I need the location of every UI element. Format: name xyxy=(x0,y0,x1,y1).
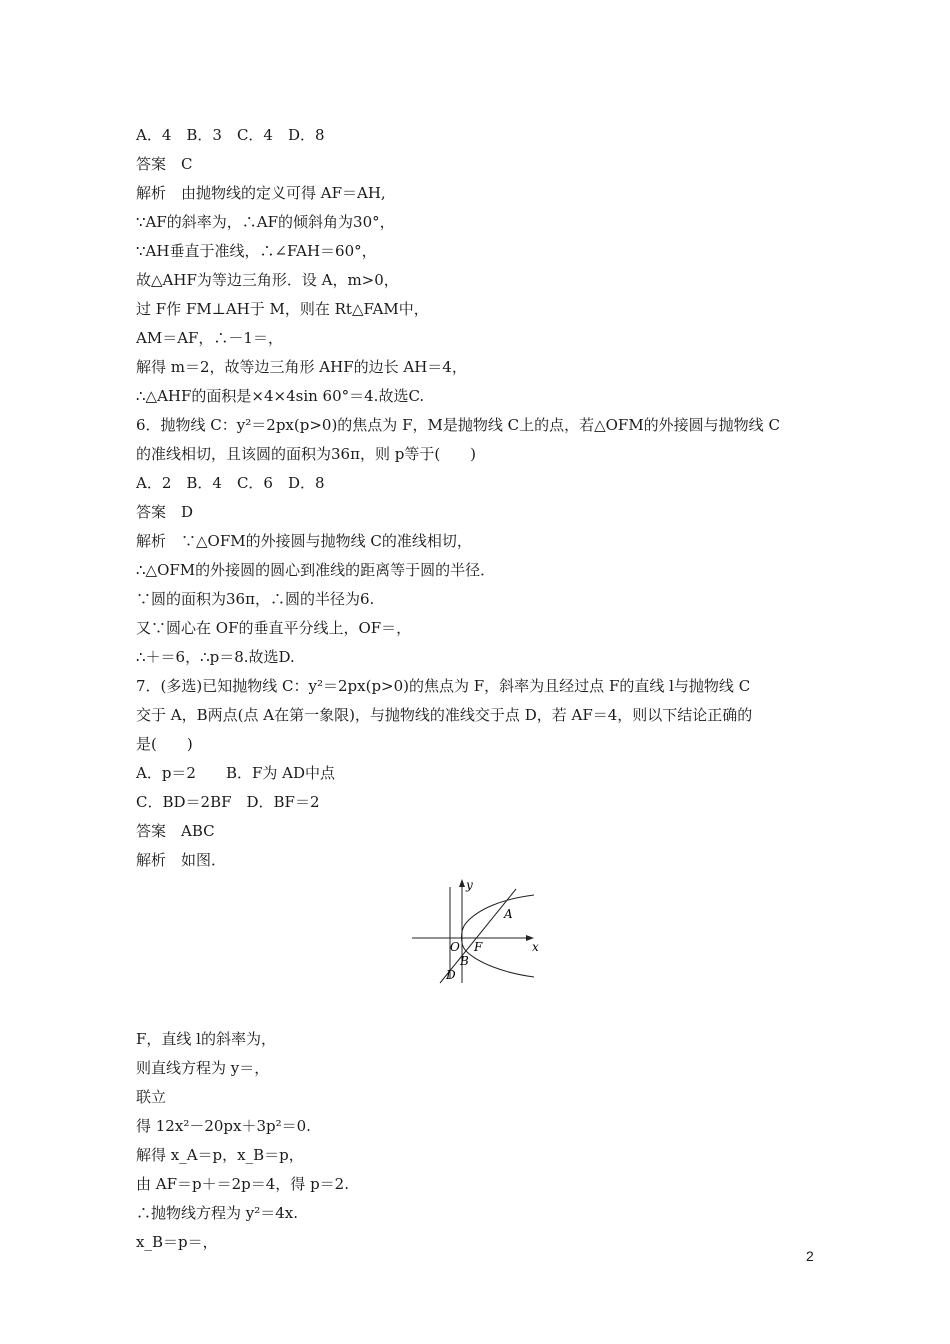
text-line: ∵圆的面积为36π，∴圆的半径为6. xyxy=(136,590,375,608)
label-d: D xyxy=(446,968,456,982)
text-line: ∴＋＝6，∴p＝8.故选D. xyxy=(136,648,295,666)
page-number: 2 xyxy=(806,1248,814,1264)
text-line: A．2 B．4 C．6 D．8 xyxy=(136,474,325,492)
document-content xyxy=(136,121,826,1257)
text-line: 解析 如图． xyxy=(136,851,227,869)
text-block-bottom xyxy=(136,1025,826,1257)
label-x: x xyxy=(532,940,539,954)
text-line: 解得 m＝2，故等边三角形 AHF的边长 AH＝4， xyxy=(136,358,467,376)
text-line: 的准线相切，且该圆的面积为36π，则 p等于( ) xyxy=(136,445,477,463)
text-line: 是( ) xyxy=(136,735,193,753)
text-line: 则直线方程为 y＝， xyxy=(136,1059,270,1077)
text-line: 联立 xyxy=(136,1088,167,1106)
text-line: 交于 A，B两点(点 A在第一象限)，与抛物线的准线交于点 D，若 AF＝4，则以下结论正确的 xyxy=(136,706,753,724)
text-line: ∴△AHF的面积是×4×4sin 60°＝4.故选C. xyxy=(136,387,425,405)
parabola-curve xyxy=(462,895,535,977)
text-line: 由 AF＝p＋＝2p＝4，得 p＝2. xyxy=(136,1175,349,1193)
text-line: 解析 由抛物线的定义可得 AF＝AH, xyxy=(136,184,386,202)
text-line: 答案 ABC xyxy=(136,822,215,840)
text-line: AM＝AF，∴－1＝， xyxy=(136,329,283,347)
text-line: 答案 D xyxy=(136,503,194,521)
text-line: 故△AHF为等边三角形．设 A，m>0， xyxy=(136,271,399,289)
label-o: O xyxy=(450,940,460,954)
text-line: x_B＝p＝， xyxy=(136,1233,218,1251)
text-line: 得 12x²－20px＋3p²＝0. xyxy=(136,1117,311,1135)
parabola-figure xyxy=(136,875,826,1025)
text-line: 6．抛物线 C：y²＝2px(p>0)的焦点为 F，M是抛物线 C上的点，若△OFM的外接圆与抛物线 C xyxy=(136,416,780,434)
y-axis-arrow xyxy=(459,879,465,887)
label-a: A xyxy=(504,907,513,921)
text-line: F，直线 l的斜率为， xyxy=(136,1030,276,1048)
text-line: C．BD＝2BF D．BF＝2 xyxy=(136,793,320,811)
text-line: 答案 C xyxy=(136,155,193,173)
text-line: 过 F作 FM⊥AH于 M，则在 Rt△FAM中， xyxy=(136,300,429,318)
text-line: ∵AH垂直于准线，∴∠FAH＝60°， xyxy=(136,242,377,260)
text-line: ∵AF的斜率为，∴AF的倾斜角为30°， xyxy=(136,213,395,231)
label-f: F xyxy=(474,940,483,954)
text-line: ∴抛物线方程为 y²＝4x. xyxy=(136,1204,299,1222)
text-line: A．p＝2 B．F为 AD中点 xyxy=(136,764,336,782)
parabola-diagram xyxy=(412,879,552,985)
label-b: B xyxy=(460,954,469,968)
text-block-top xyxy=(136,121,826,875)
text-line: A．4 B．3 C．4 D．8 xyxy=(136,126,325,144)
text-line: ∴△OFM的外接圆的圆心到准线的距离等于圆的半径． xyxy=(136,561,496,579)
text-line: 7．(多选)已知抛物线 C：y²＝2px(p>0)的焦点为 F，斜率为且经过点 F的直线 l与抛物线 C xyxy=(136,677,751,695)
text-line: 又∵圆心在 OF的垂直平分线上，OF＝， xyxy=(136,619,412,637)
text-line: 解析 ∵△OFM的外接圆与抛物线 C的准线相切， xyxy=(136,532,472,550)
text-line: 解得 x_A＝p，x_B＝p， xyxy=(136,1146,304,1164)
label-y: y xyxy=(466,879,473,892)
